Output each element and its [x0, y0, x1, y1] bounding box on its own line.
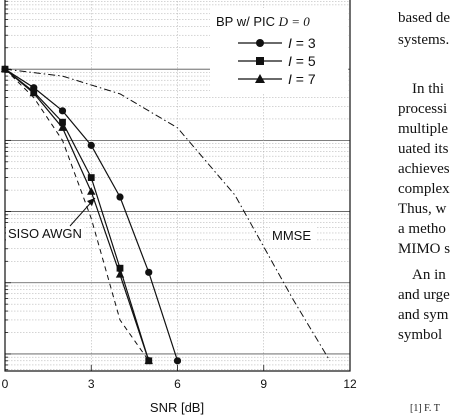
body-text-line: symbol [398, 327, 443, 343]
siso-awgn-label: SISO AWGN [8, 226, 82, 241]
body-text-line: a metho [398, 221, 446, 237]
x-tick-label: 0 [1, 377, 9, 391]
mmse-label: MMSE [272, 228, 311, 243]
x-tick-labels [2, 365, 357, 391]
x-tick-label: 9 [260, 377, 268, 391]
data-point-square [88, 174, 95, 181]
data-point-circle [59, 107, 66, 114]
series-layer [1, 65, 330, 365]
body-text-line: systems. [398, 32, 450, 48]
body-text-line: An in [412, 267, 446, 283]
svg-text:I = 5: I = 5 [288, 53, 316, 69]
data-point-circle [174, 357, 181, 364]
legend [210, 8, 348, 94]
data-point-circle [88, 142, 95, 149]
body-text-line: MIMO s [398, 241, 451, 257]
body-text-line: In thi [412, 81, 445, 97]
svg-text:I = 3: I = 3 [288, 35, 316, 51]
body-text-line: based de [398, 10, 451, 26]
body-text-line: and urge [398, 287, 450, 303]
x-tick-label: 6 [174, 377, 181, 391]
body-text-line: and sym [398, 307, 449, 323]
body-text-line: achieves [398, 161, 450, 177]
body-text-line: Thus, w [398, 201, 447, 217]
series-i-7 [1, 65, 153, 364]
legend-marker-square [256, 57, 264, 65]
legend-marker-circle [256, 39, 264, 47]
x-tick-label: 3 [87, 377, 95, 391]
legend-title: BP w/ PIC D = 0 [216, 14, 310, 29]
x-tick-label: 12 [343, 377, 357, 391]
data-point-circle [145, 269, 152, 276]
reference-line: [1] F. T [410, 403, 440, 414]
body-text-line: uated its [398, 141, 449, 157]
data-point-circle [116, 193, 123, 200]
body-text-line: processi [398, 101, 448, 117]
x-axis-label: SNR [dB] [149, 400, 205, 415]
svg-text:I = 7: I = 7 [288, 71, 316, 87]
body-text-line: multiple [398, 121, 448, 137]
body-text-line: complex [398, 181, 450, 197]
